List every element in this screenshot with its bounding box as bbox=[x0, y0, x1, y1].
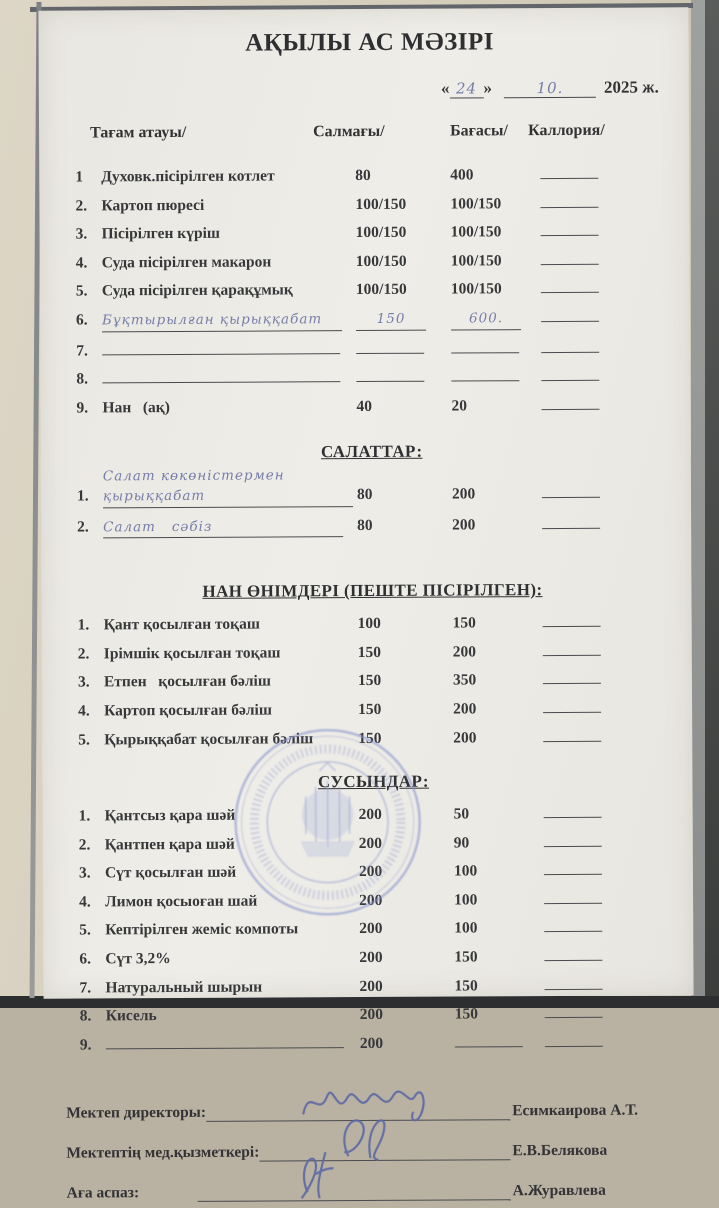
calorie-blank-line bbox=[544, 918, 602, 932]
calorie-blank-line bbox=[544, 861, 602, 875]
row-number: 2. bbox=[77, 517, 103, 537]
calorie-blank-line bbox=[541, 367, 599, 381]
dish-name-handwritten: Салат сәбіз bbox=[103, 517, 343, 539]
table-row bbox=[79, 909, 669, 941]
section-heading-bakery: НАН ӨНІМДЕРІ (ПЕШТЕ ПІСІРІЛГЕН): bbox=[77, 580, 667, 603]
dish-name: Натуральный шырын bbox=[105, 977, 359, 998]
dish-name: Қырыққабат қосылған бәліш bbox=[104, 729, 358, 750]
dish-name: Картоп пюресі bbox=[101, 195, 355, 216]
dish-weight: 100/150 bbox=[356, 223, 451, 243]
dish-price: 100/150 bbox=[450, 194, 540, 214]
bakery-table bbox=[78, 604, 669, 750]
calorie-blank-line bbox=[544, 804, 602, 818]
calorie-blank-line bbox=[540, 193, 598, 207]
dish-weight: 200 bbox=[359, 805, 454, 825]
calorie-blank-line bbox=[542, 514, 600, 528]
dish-weight: 150 bbox=[358, 728, 453, 748]
name-blank-line bbox=[102, 368, 340, 383]
dish-price: 200 bbox=[453, 699, 543, 719]
calorie-blank-line bbox=[543, 727, 601, 741]
table-row-blank bbox=[76, 329, 666, 361]
row-number: 1 bbox=[75, 167, 101, 187]
row-number: 1. bbox=[78, 616, 104, 636]
row-number: 4. bbox=[78, 701, 104, 721]
signatory-name: Есимкаирова А.Т. bbox=[512, 1102, 670, 1121]
dish-weight: 200 bbox=[359, 862, 454, 882]
row-number: 5. bbox=[76, 282, 102, 302]
weight-blank-line bbox=[356, 339, 424, 353]
table-row bbox=[78, 632, 668, 664]
dish-weight: 200 bbox=[360, 1005, 455, 1025]
row-number: 8. bbox=[80, 1007, 106, 1027]
page-title: АҚЫЛЫ АС МӘЗІРІ bbox=[75, 27, 665, 58]
dish-weight: 150 bbox=[358, 671, 453, 691]
dish-price: 50 bbox=[454, 804, 544, 824]
date-month-handwritten: 10. bbox=[504, 79, 596, 98]
calorie-blank-line bbox=[541, 279, 599, 293]
calorie-blank-line bbox=[545, 1004, 603, 1018]
col-header-name: Тағам атауы/ bbox=[90, 123, 313, 142]
dish-name: Лимон қосыоған шай bbox=[105, 891, 359, 912]
dish-price: 400 bbox=[450, 165, 540, 185]
row-number: 5. bbox=[79, 921, 105, 941]
dish-weight: 150 bbox=[358, 699, 453, 719]
row-number: 2. bbox=[75, 196, 101, 216]
column-headers bbox=[75, 121, 665, 142]
signature-block bbox=[66, 1102, 671, 1203]
drinks-table bbox=[79, 795, 670, 1055]
row-number: 7. bbox=[79, 978, 105, 998]
date-line bbox=[75, 77, 665, 100]
date-year: 2025 ж. bbox=[604, 77, 659, 96]
dish-price: 150 bbox=[455, 1004, 545, 1024]
calorie-blank-line bbox=[544, 832, 602, 846]
signature-label: Аға аспаз: bbox=[67, 1185, 140, 1203]
salads-table bbox=[77, 465, 667, 539]
dish-weight: 100 bbox=[358, 614, 453, 634]
col-header-weight: Салмағы/ bbox=[313, 123, 450, 142]
signature-line bbox=[197, 1186, 511, 1203]
calorie-blank-line bbox=[544, 975, 602, 989]
calorie-blank-line bbox=[541, 251, 599, 265]
row-number: 2. bbox=[78, 644, 104, 664]
table-row bbox=[78, 689, 668, 721]
dish-price: 100 bbox=[454, 861, 544, 881]
row-number: 3. bbox=[76, 225, 102, 245]
dish-name: Картоп қосылған бәліш bbox=[104, 700, 358, 721]
name-blank-line bbox=[102, 340, 340, 355]
row-number: 9. bbox=[76, 398, 102, 418]
row-number: 1. bbox=[77, 486, 103, 506]
dish-name: Сүт қосылған шәй bbox=[105, 862, 359, 883]
dish-weight: 200 bbox=[360, 1033, 455, 1053]
dish-price: 100/150 bbox=[451, 279, 541, 299]
dish-price: 200 bbox=[453, 642, 543, 662]
dish-name-handwritten: Бұқтырылған қырыққабат bbox=[102, 310, 342, 332]
table-row bbox=[75, 213, 665, 245]
dish-weight: 200 bbox=[359, 948, 454, 968]
dish-price: 100 bbox=[454, 890, 544, 910]
dish-name: Суда пісірілген қарақұмық bbox=[102, 280, 356, 301]
row-number: 4. bbox=[76, 253, 102, 273]
dish-weight: 200 bbox=[359, 919, 454, 939]
dish-price: 100 bbox=[454, 919, 544, 939]
table-row bbox=[79, 880, 669, 912]
table-row bbox=[79, 966, 669, 998]
dish-weight: 200 bbox=[359, 976, 454, 996]
dish-price: 20 bbox=[451, 396, 541, 416]
dish-weight: 80 bbox=[355, 166, 450, 186]
dish-price: 200 bbox=[452, 484, 542, 504]
dish-price: 350 bbox=[453, 670, 543, 690]
row-number: 7. bbox=[76, 341, 102, 361]
table-row-blank bbox=[80, 1023, 670, 1055]
signature-row-cook bbox=[67, 1182, 671, 1203]
calorie-blank-line bbox=[542, 484, 600, 498]
table-row-handwritten bbox=[77, 465, 667, 508]
table-row-handwritten bbox=[77, 505, 667, 539]
calorie-blank-line bbox=[544, 947, 602, 961]
table-row-blank bbox=[76, 358, 666, 390]
date-day-handwritten: 24 bbox=[449, 79, 483, 98]
dish-weight-handwritten: 150 bbox=[356, 310, 426, 331]
dish-price: 200 bbox=[453, 728, 543, 748]
dish-name: Духовк.пісірілген котлет bbox=[101, 166, 355, 187]
dish-weight: 100/150 bbox=[356, 280, 451, 300]
table-row-handwritten bbox=[76, 298, 666, 332]
row-number: 4. bbox=[79, 892, 105, 912]
row-number: 1. bbox=[79, 806, 105, 826]
table-row bbox=[78, 604, 668, 636]
table-row bbox=[79, 937, 669, 969]
calorie-blank-line bbox=[543, 613, 601, 627]
table-row bbox=[79, 795, 669, 827]
col-header-price: Бағасы/ bbox=[450, 122, 528, 140]
menu-content bbox=[38, 7, 693, 998]
dish-name-handwritten: Салат көкөністермен қырыққабат bbox=[103, 466, 353, 507]
calorie-blank-line bbox=[543, 699, 601, 713]
dish-price: 150 bbox=[454, 947, 544, 967]
dish-name: Пісірілген күріш bbox=[102, 223, 356, 244]
calorie-blank-line bbox=[541, 222, 599, 236]
date-quote-close: » bbox=[483, 78, 492, 97]
dish-price: 200 bbox=[452, 515, 542, 535]
name-blank-line bbox=[106, 1034, 344, 1049]
dish-name: Кептірілген жеміс компоты bbox=[105, 920, 359, 941]
dish-price: 150 bbox=[454, 976, 544, 996]
table-row bbox=[76, 270, 666, 302]
dish-name: Қантсыз қара шәй bbox=[105, 805, 359, 826]
calorie-blank-line bbox=[544, 890, 602, 904]
price-blank-line bbox=[451, 339, 519, 353]
signature-label: Мектеп директоры: bbox=[66, 1104, 206, 1123]
table-row bbox=[75, 155, 665, 187]
table-row bbox=[79, 823, 669, 855]
signatory-name: А.Журавлева bbox=[513, 1182, 671, 1201]
row-number: 8. bbox=[76, 370, 102, 390]
row-number: 6. bbox=[79, 949, 105, 969]
section-heading-salads: САЛАТТАР: bbox=[77, 441, 667, 464]
row-number: 6. bbox=[76, 310, 102, 330]
table-row bbox=[76, 386, 666, 418]
calorie-blank-line bbox=[545, 1033, 603, 1047]
calorie-blank-line bbox=[540, 165, 598, 179]
signature-row-medical bbox=[66, 1142, 670, 1163]
dish-name: Қантпен қара шәй bbox=[105, 834, 359, 855]
dish-name: Нан (ақ) bbox=[102, 397, 356, 418]
signatory-name: Е.В.Белякова bbox=[512, 1142, 670, 1161]
dish-price: 150 bbox=[453, 613, 543, 633]
weight-blank-line bbox=[356, 368, 424, 382]
signature-label: Мектептің мед.қызметкері: bbox=[66, 1144, 259, 1163]
table-row bbox=[80, 995, 670, 1027]
calorie-blank-line bbox=[543, 641, 601, 655]
dish-price-handwritten: 600. bbox=[451, 309, 521, 330]
cook-signature-scribble bbox=[291, 1143, 345, 1207]
dish-price: 100/150 bbox=[451, 222, 541, 242]
row-number: 5. bbox=[78, 730, 104, 750]
table-row bbox=[78, 661, 668, 693]
paper-edge-right bbox=[691, 0, 705, 1008]
calorie-blank-line bbox=[541, 308, 599, 322]
date-quote-open: « bbox=[441, 79, 450, 98]
price-blank-line bbox=[455, 1033, 523, 1047]
dish-weight: 200 bbox=[359, 833, 454, 853]
dish-weight: 80 bbox=[357, 515, 452, 535]
table-row bbox=[76, 241, 666, 273]
dish-weight: 80 bbox=[357, 484, 452, 504]
dish-name: Етпен қосылған бәліш bbox=[104, 671, 358, 692]
row-number: 3. bbox=[79, 864, 105, 884]
calorie-blank-line bbox=[541, 396, 599, 410]
dish-weight: 150 bbox=[358, 642, 453, 662]
price-blank-line bbox=[451, 367, 519, 381]
table-row bbox=[78, 718, 668, 750]
dish-name: Қант қосылған тоқаш bbox=[104, 614, 358, 635]
dish-name: Кисель bbox=[106, 1005, 360, 1026]
row-number: 3. bbox=[78, 673, 104, 693]
dish-weight: 100/150 bbox=[356, 251, 451, 271]
dish-weight: 40 bbox=[356, 396, 451, 416]
dish-price: 90 bbox=[454, 833, 544, 853]
background-right bbox=[705, 0, 719, 1008]
dish-weight: 100/150 bbox=[355, 194, 450, 214]
dish-price: 100/150 bbox=[451, 251, 541, 271]
row-number: 9. bbox=[80, 1035, 106, 1055]
dish-name: Сүт 3,2% bbox=[105, 948, 359, 969]
row-number: 2. bbox=[79, 835, 105, 855]
col-header-calories: Каллория/ bbox=[528, 121, 665, 140]
dish-weight: 200 bbox=[359, 890, 454, 910]
dish-name: Ірімшік қосылған тоқаш bbox=[104, 643, 358, 664]
section-heading-drinks: СУСЫНДАР: bbox=[78, 771, 668, 794]
calorie-blank-line bbox=[543, 670, 601, 684]
table-row bbox=[75, 184, 665, 216]
dish-name: Суда пісірілген макарон bbox=[102, 252, 356, 273]
menu-sheet bbox=[38, 7, 693, 998]
table-row bbox=[79, 852, 669, 884]
main-dishes-table bbox=[75, 155, 666, 417]
calorie-blank-line bbox=[541, 338, 599, 352]
